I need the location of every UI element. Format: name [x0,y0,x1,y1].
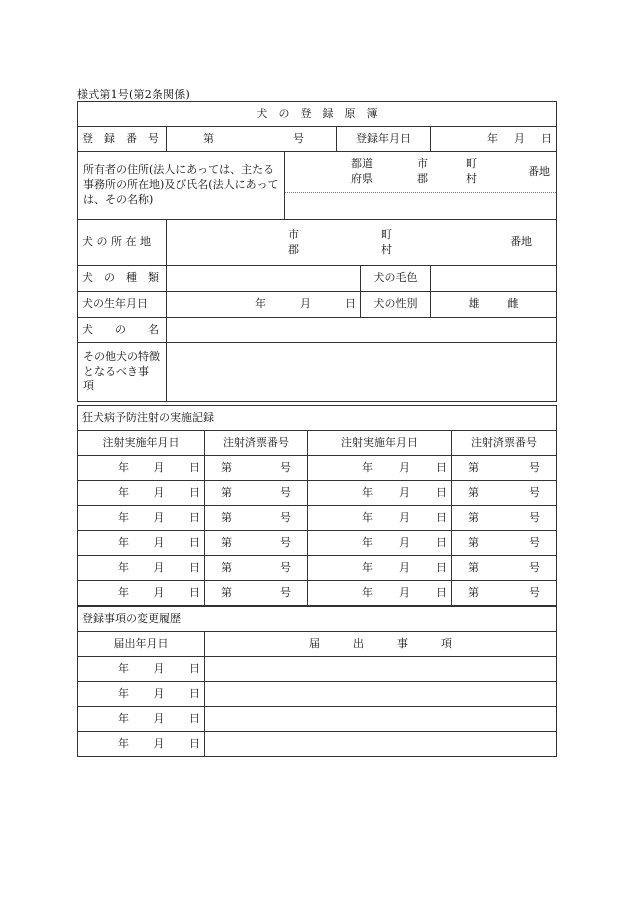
rabies-date-cell[interactable] [78,481,205,506]
rabies-no-cell[interactable] [205,506,308,531]
reg-date-day: 日 [541,131,553,145]
rabies-no-suffix: 号 [280,585,291,599]
rabies-year-2: 年 [362,460,373,474]
rabies-no-prefix: 第 [221,535,232,549]
rabies-no2-suffix: 号 [529,585,540,599]
rabies-row [78,456,557,481]
rabies-year: 年 [118,560,129,574]
rabies-year: 年 [118,460,129,474]
rabies-no-cell[interactable] [205,556,308,581]
rabies-no-suffix: 号 [280,535,291,549]
rabies-month-2: 月 [399,535,410,549]
changes-date-cell[interactable] [78,657,205,682]
owner-town-top: 町 [466,157,477,171]
rabies-no2-prefix: 第 [468,585,479,599]
changes-row [78,657,557,682]
rabies-no2-suffix: 号 [529,510,540,524]
rabies-no-prefix: 第 [221,460,232,474]
rabies-row [78,556,557,581]
rabies-month: 月 [153,535,165,549]
rabies-block [77,405,556,606]
rabies-no-suffix: 号 [280,510,291,524]
rabies-day: 日 [189,460,200,474]
changes-section-title: 登録事項の変更履歴 [78,607,557,632]
register-block [77,101,556,402]
rabies-header-date-2: 注射実施年月日 [308,431,452,456]
rabies-year: 年 [118,510,129,524]
rabies-no-cell[interactable] [205,581,308,606]
form-label: 様式第1号(第2条関係) [77,88,190,101]
rabies-month-2: 月 [399,460,410,474]
rabies-row [78,581,557,606]
rabies-date-cell[interactable] [78,456,205,481]
register-title: 犬 の 登 録 原 簿 [78,102,557,127]
rabies-day-2: 日 [436,460,447,474]
rabies-month-2: 月 [399,510,410,524]
rabies-no-cell[interactable] [205,456,308,481]
loc-city-bottom: 郡 [288,242,299,256]
name-field[interactable] [167,318,557,343]
rabies-no2-suffix: 号 [529,485,540,499]
birth-field[interactable] [167,292,361,318]
rabies-date-cell[interactable] [78,506,205,531]
changes-item-cell[interactable] [205,657,557,682]
breed-label: 犬 の 種 類 [78,266,167,292]
breed-field[interactable] [167,266,361,292]
changes-month: 月 [153,661,165,675]
rabies-no-prefix: 第 [221,485,232,499]
rabies-no-cell-2[interactable] [452,506,557,531]
rabies-month: 月 [153,460,165,474]
coat-field[interactable] [431,266,557,292]
changes-month: 月 [153,736,165,750]
reg-date-year: 年 [487,131,498,145]
rabies-month-2: 月 [399,585,410,599]
rabies-day: 日 [189,485,200,499]
rabies-day: 日 [189,585,200,599]
rabies-header-no-2: 注射済票番号 [452,431,557,456]
features-field[interactable] [167,343,557,402]
rabies-no-prefix: 第 [221,560,232,574]
register-table [77,101,557,402]
rabies-date-cell-2[interactable] [308,481,452,506]
rabies-year-2: 年 [362,510,373,524]
changes-year: 年 [118,686,129,700]
rabies-no2-prefix: 第 [468,535,479,549]
reg-date-label: 登録年月日 [337,127,431,152]
rabies-year: 年 [118,535,129,549]
loc-city-top: 市 [288,227,299,241]
rabies-row [78,506,557,531]
rabies-no-cell[interactable] [205,531,308,556]
rabies-no2-prefix: 第 [468,510,479,524]
rabies-no-cell-2[interactable] [452,581,557,606]
rabies-no-cell-2[interactable] [452,531,557,556]
owner-banchi: 番地 [528,164,551,178]
changes-date-cell[interactable] [78,682,205,707]
rabies-no-suffix: 号 [280,560,291,574]
rabies-year-2: 年 [362,585,373,599]
changes-day: 日 [189,736,200,750]
rabies-month: 月 [153,485,165,499]
changes-year: 年 [118,661,129,675]
rabies-year-2: 年 [362,485,373,499]
rabies-month: 月 [153,560,165,574]
owner-field[interactable] [285,152,557,220]
rabies-no-cell-2[interactable] [452,456,557,481]
changes-date-cell[interactable] [78,707,205,732]
rabies-day: 日 [189,560,200,574]
owner-city-bottom: 郡 [417,172,428,185]
coat-label: 犬の毛色 [361,266,431,292]
owner-label: 所有者の住所(法人にあっては、主たる事務所の所在地)及び氏名(法人にあっては、その名称) [78,152,285,220]
changes-row [78,732,557,757]
loc-town-bottom: 村 [381,242,392,256]
birth-day: 日 [345,297,356,311]
sex-label: 犬の性別 [361,292,431,318]
changes-block [77,606,556,757]
rabies-month-2: 月 [399,485,410,499]
changes-row [78,707,557,732]
rabies-date-cell[interactable] [78,556,205,581]
changes-item-cell[interactable] [205,707,557,732]
rabies-no-prefix: 第 [221,585,232,599]
changes-row [78,682,557,707]
changes-day: 日 [189,661,200,675]
owner-pref-top: 都道 [351,157,373,171]
sex-field[interactable] [431,292,557,318]
changes-header-items: 届 出 事 項 [205,632,557,657]
changes-header-date: 届出年月日 [78,632,205,657]
owner-town-bottom: 村 [466,172,477,185]
rabies-no-cell[interactable] [205,481,308,506]
birth-label: 犬の生年月日 [78,292,167,318]
changes-month: 月 [153,711,165,725]
rabies-no2-suffix: 号 [529,535,540,549]
loc-town-top: 町 [381,227,392,241]
loc-banchi: 番地 [510,235,533,249]
changes-date-cell[interactable] [78,732,205,757]
sex-female[interactable]: 雌 [507,297,519,311]
rabies-day-2: 日 [436,535,447,549]
rabies-table [77,405,557,606]
dog-location-label: 犬 の 所 在 地 [78,220,167,266]
rabies-date-cell-2[interactable] [308,456,452,481]
rabies-date-cell[interactable] [78,581,205,606]
changes-item-cell[interactable] [205,732,557,757]
rabies-no2-prefix: 第 [468,460,479,474]
rabies-day-2: 日 [436,560,447,574]
rabies-no2-prefix: 第 [468,485,479,499]
rabies-day-2: 日 [436,585,447,599]
rabies-no-prefix: 第 [221,510,232,524]
rabies-year-2: 年 [362,560,373,574]
rabies-no2-suffix: 号 [529,460,540,474]
rabies-no-suffix: 号 [280,460,291,474]
rabies-no2-prefix: 第 [468,560,479,574]
rabies-date-cell-2[interactable] [308,531,452,556]
rabies-date-cell-2[interactable] [308,581,452,606]
reg-no-label: 登 録 番 号 [78,127,167,152]
reg-date-month: 月 [514,131,526,145]
reg-date-field[interactable] [431,127,557,152]
owner-pref-bottom: 府県 [351,172,373,185]
rabies-header-date-1: 注射実施年月日 [78,431,205,456]
rabies-month: 月 [153,585,165,599]
changes-day: 日 [189,686,200,700]
rabies-date-cell-2[interactable] [308,506,452,531]
rabies-no-cell-2[interactable] [452,556,557,581]
rabies-row [78,481,557,506]
rabies-day-2: 日 [436,485,447,499]
sex-male[interactable]: 雄 [468,297,480,311]
rabies-year: 年 [118,485,129,499]
rabies-year-2: 年 [362,535,373,549]
changes-month: 月 [153,686,165,700]
rabies-date-cell[interactable] [78,531,205,556]
rabies-day: 日 [189,535,200,549]
owner-city-top: 市 [417,157,428,171]
changes-table [77,606,557,757]
rabies-no2-suffix: 号 [529,560,540,574]
reg-no-prefix: 第 [203,131,214,145]
birth-month: 月 [300,297,311,311]
features-label: その他犬の特徴となるべき事 項 [78,343,167,402]
rabies-year: 年 [118,585,129,599]
rabies-row [78,531,557,556]
reg-no-suffix: 号 [293,131,304,145]
rabies-month-2: 月 [399,560,410,574]
rabies-no-suffix: 号 [280,485,291,499]
rabies-day: 日 [189,510,200,524]
rabies-header-no-1: 注射済票番号 [205,431,308,456]
changes-item-cell[interactable] [205,682,557,707]
changes-year: 年 [118,736,129,750]
reg-no-field[interactable] [167,127,337,152]
rabies-month: 月 [153,510,165,524]
owner-name-line[interactable] [285,193,556,219]
rabies-day-2: 日 [436,510,447,524]
rabies-section-title: 狂犬病予防注射の実施記録 [78,406,557,431]
name-label: 犬 の 名 [78,318,167,343]
dog-location-field[interactable] [167,220,557,266]
rabies-date-cell-2[interactable] [308,556,452,581]
rabies-no-cell-2[interactable] [452,481,557,506]
changes-day: 日 [189,711,200,725]
birth-year: 年 [255,297,266,311]
changes-year: 年 [118,711,129,725]
